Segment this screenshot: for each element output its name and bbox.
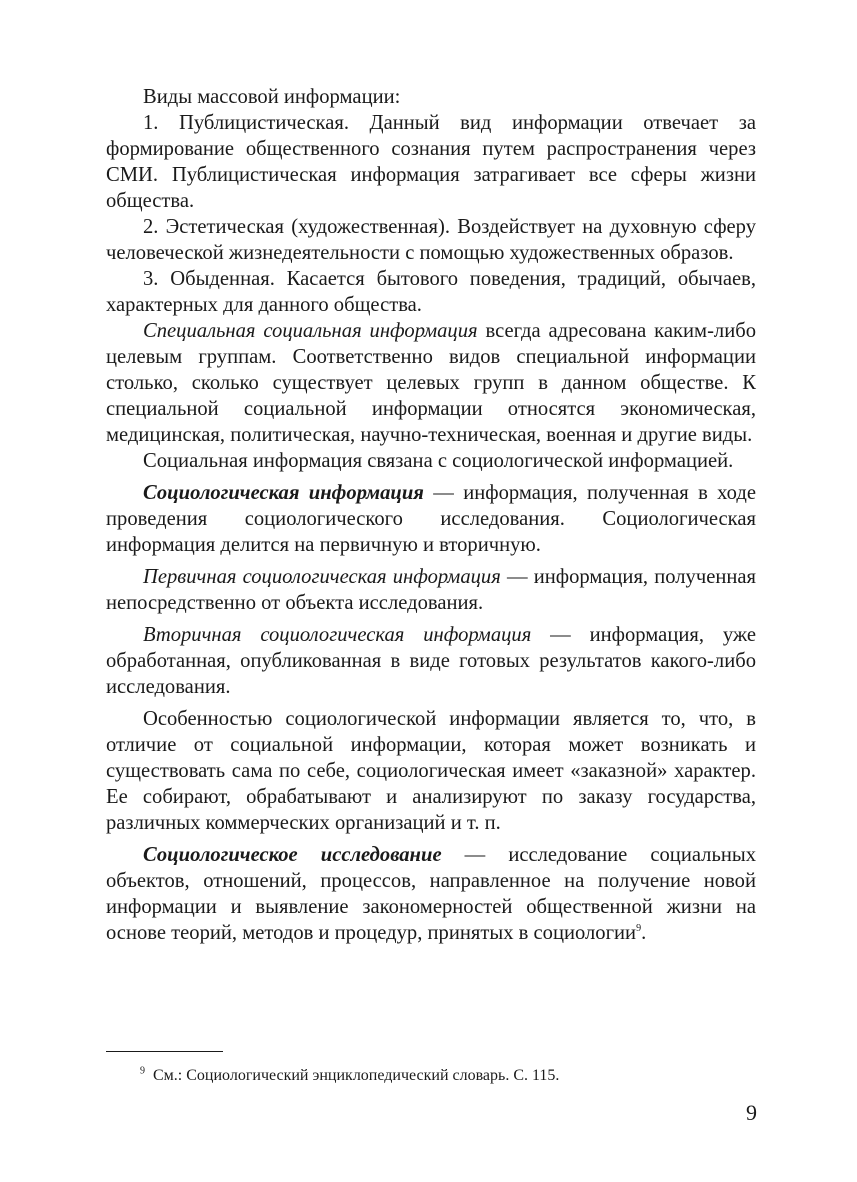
paragraph-aesthetic: 2. Эстетическая (художественная). Воздействует на духовную сферу человеческой жизнедеятельности с помощью художественных образов. bbox=[106, 216, 756, 264]
page-number: 9 bbox=[746, 1100, 757, 1125]
paragraph-sociological-research: Социологическое исследование — исследование социальных объектов, отношений, процессов, направленное на получение новой информации и выявление закономерностей общественной жизни на основе теорий, методов и процедур, принятых в социологии$^9$. bbox=[106, 844, 756, 944]
term-primary-info: Первичная социологическая информация bbox=[143, 566, 501, 588]
term-sociological-info: Социологическая информация bbox=[143, 482, 424, 504]
paragraph-link: Социальная информация связана с социологической информацией. bbox=[143, 450, 734, 472]
footnote bbox=[140, 1066, 559, 1086]
body-text bbox=[106, 84, 756, 946]
footnote-marker: 9 bbox=[140, 1065, 145, 1077]
paragraph-special-info: Специальная социальная информация всегда адресована каким-либо целевым группам. Соответственно видов специальной информации столько, сколько существует целевых групп в данном обществе. К специальной социальной информации относятся экономическая, медицинская, политическая, научно-техническая, военная и другие виды. bbox=[106, 320, 757, 446]
paragraph-sociological-info: Социологическая информация — информация, полученная в ходе проведения социологического исследования. Социологическая информация делится на первичную и вторичную. bbox=[106, 482, 757, 556]
paragraph-secondary-info: Вторичная социологическая информация — информация, уже обработанная, опубликованная в виде готовых результатов какого-либо исследования. bbox=[106, 624, 756, 698]
term-sociological-research: Социологическое исследование bbox=[143, 844, 442, 866]
footnote-reference: 9 bbox=[636, 923, 642, 935]
paragraph-primary-info: Первичная социологическая информация — информация, полученная непосредственно от объекта исследования. bbox=[106, 566, 756, 614]
footnote-divider bbox=[106, 1051, 223, 1052]
paragraph-list-intro: Виды массовой информации: bbox=[143, 86, 401, 108]
paragraph-feature: Особенностью социологической информации является то, что, в отличие от социальной информации, которая может возникать и существовать сама по себе, социологическая имеет «заказной» характер. Ее собирают, обрабатывают и анализируют по заказу государства, различных коммерческих организаций и т. п. bbox=[106, 708, 756, 834]
term-secondary-info: Вторичная социологическая информация bbox=[143, 624, 532, 646]
term-special-info: Специальная социальная информация bbox=[143, 320, 478, 342]
paragraph-publicistic: 1. Публицистическая. Данный вид информации отвечает за формирование общественного сознания путем распространения через СМИ. Публицистическая информация затрагивает все сферы жизни общества. bbox=[106, 112, 756, 212]
footnote-text: См.: Социологический энциклопедический словарь. С. 115. bbox=[153, 1067, 560, 1084]
paragraph-everyday: 3. Обыденная. Касается бытового поведения, традиций, обычаев, характерных для данного общества. bbox=[106, 268, 756, 316]
